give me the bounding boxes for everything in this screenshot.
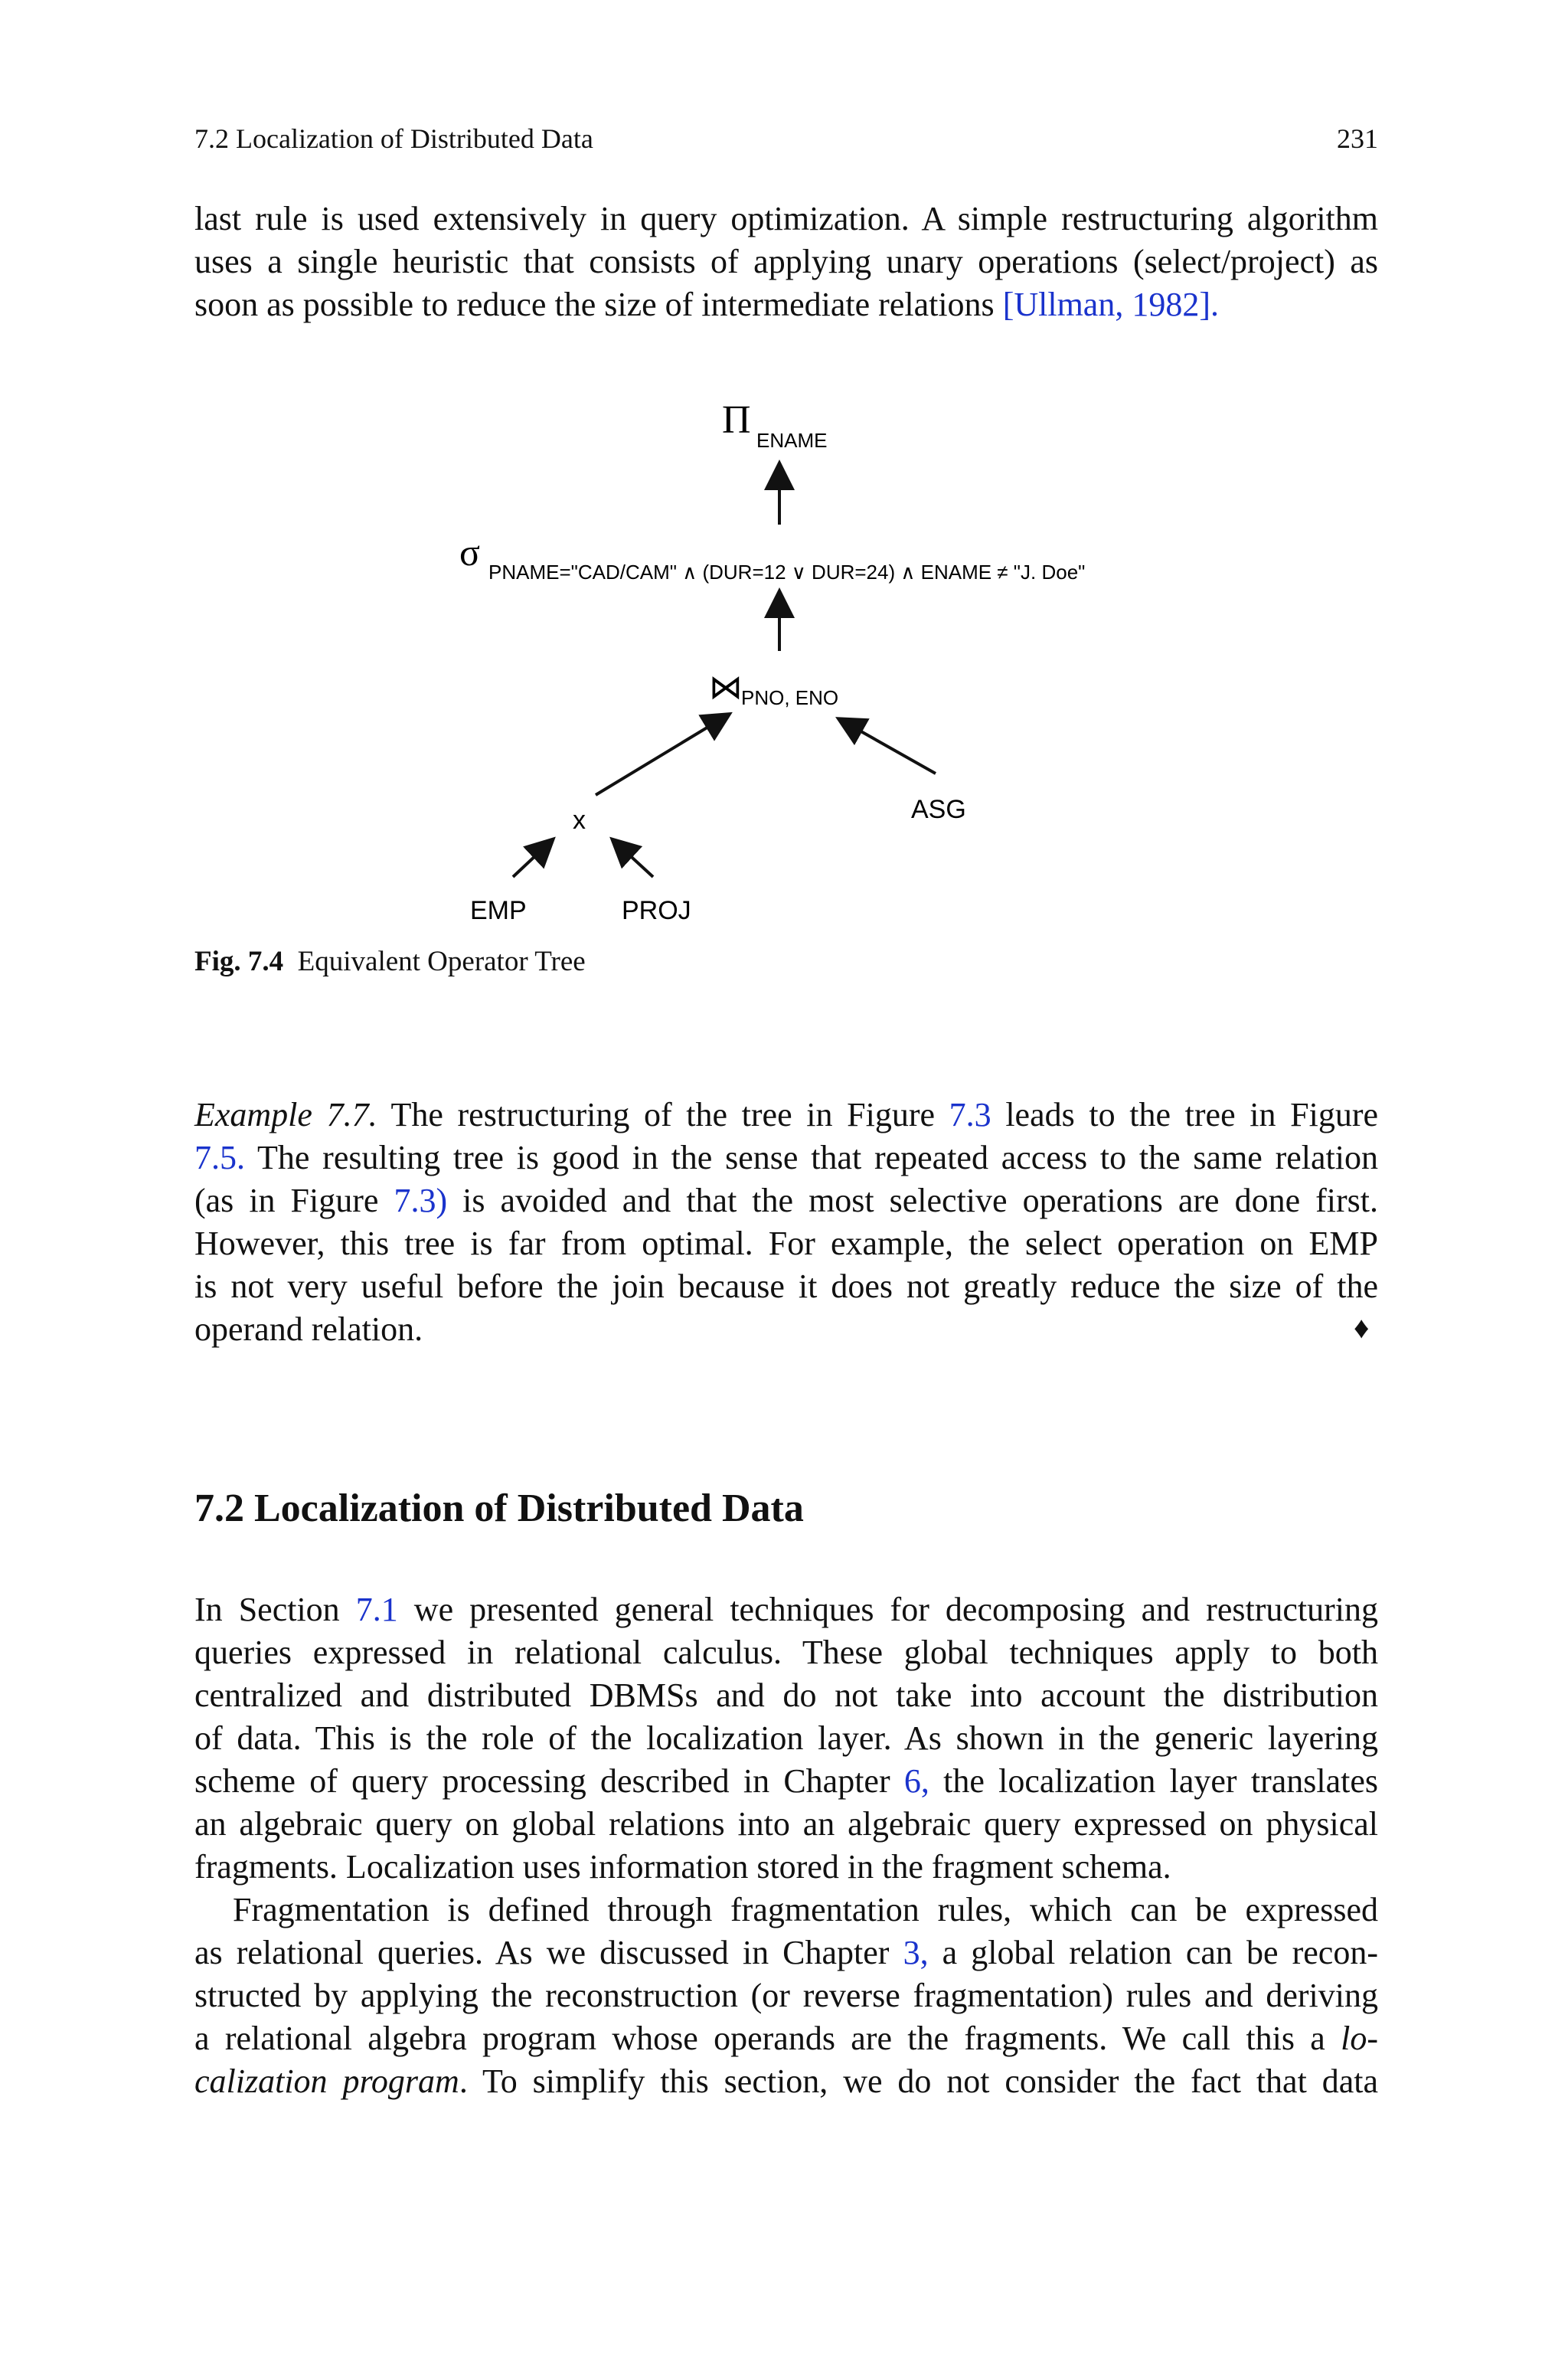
end-of-example-mark: ♦ — [1354, 1310, 1370, 1345]
text-span: scheme of query processing described in Chapter — [194, 1762, 904, 1800]
header-section: 7.2 Localization of Distributed Data — [194, 123, 593, 154]
term-italic: calization program — [194, 2062, 459, 2100]
section-heading: 7.2 Localization of Distributed Data — [194, 1487, 804, 1530]
text-line: of data. This is the role of the localization layer. As shown in the generic layering — [194, 1719, 1378, 1757]
paragraph-intro — [194, 198, 1378, 326]
example-label: Example 7.7. — [194, 1096, 377, 1133]
running-header — [194, 123, 1378, 162]
text-span: the localization layer translates — [929, 1762, 1379, 1800]
projection-attribute: ENAME — [756, 429, 828, 452]
selection-predicate: PNAME="CAD/CAM" ∧ (DUR=12 ∨ DUR=24) ∧ ENAME ≠ "J. Doe" — [488, 561, 1086, 584]
page-number: 231 — [1337, 123, 1378, 154]
text-line — [194, 283, 1378, 326]
text-line: However, this tree is far from optimal. For example, the select operation on EMP — [194, 1225, 1378, 1262]
text-line: fragments. Localization uses information stored in the fragment schema. — [194, 1848, 1171, 1886]
section-ref-link[interactable]: 7.1 — [355, 1591, 398, 1628]
text-line: centralized and distributed DBMSs and do not take into account the distribution — [194, 1676, 1378, 1714]
text-line: uses a single heuristic that consists of applying unary operations (select/project) as — [194, 243, 1378, 280]
text-span: we presented general techniques for decomposing and restructuring — [397, 1591, 1378, 1628]
figure-ref-link[interactable]: 7.3) — [394, 1182, 448, 1219]
text-line — [194, 1760, 1378, 1803]
citation-link[interactable]: [Ullman, 1982]. — [1002, 286, 1219, 323]
relation-proj: PROJ — [622, 896, 691, 925]
text-span: (as in Figure — [194, 1182, 394, 1219]
text-span: a global relation can be recon- — [928, 1934, 1378, 1971]
example-paragraph — [194, 1094, 1378, 1351]
text-line: is not very useful before the join because it does not greatly reduce the size of the — [194, 1268, 1378, 1305]
term-italic: lo- — [1341, 2020, 1378, 2057]
figure-ref-link[interactable]: 7.3 — [949, 1096, 991, 1133]
chapter-ref-link[interactable]: 3, — [903, 1934, 929, 1971]
text-line — [194, 1179, 1378, 1222]
text-span: . To simplify this section, we do not consider the fact that data — [459, 2062, 1378, 2100]
join-attributes: PNO, ENO — [741, 686, 839, 709]
text-line: structed by applying the reconstruction (or reverse fragmentation) rules and deriving — [194, 1977, 1378, 2014]
paragraph-localization — [194, 1588, 1378, 1889]
text-span: as relational queries. As we discussed in Chapter — [194, 1934, 903, 1971]
text-line: last rule is used extensively in query optimization. A simple restructuring algorithm — [194, 200, 1378, 237]
projection-symbol: Π — [722, 398, 751, 442]
text-span: soon as possible to reduce the size of intermediate relations — [194, 286, 1003, 323]
text-line — [194, 1137, 1378, 1179]
figure-caption — [194, 945, 586, 978]
relation-emp: EMP — [470, 896, 527, 925]
text-line — [194, 2060, 1378, 2103]
figure-label: Fig. 7.4 — [194, 946, 284, 977]
text-line — [194, 1094, 1378, 1137]
selection-symbol: σ — [459, 531, 480, 574]
text-line — [194, 2017, 1378, 2060]
text-span: leads to the tree in Figure — [991, 1096, 1379, 1133]
text-line — [194, 1932, 1378, 1974]
chapter-ref-link[interactable]: 6, — [903, 1762, 929, 1800]
figure-caption-text: Equivalent Operator Tree — [297, 946, 586, 977]
text-span: a relational algebra program whose operands are the fragments. We call this a — [194, 2020, 1341, 2057]
text-line: operand relation. — [194, 1310, 423, 1348]
text-span: is avoided and that the most selective operations are done first. — [447, 1182, 1379, 1219]
figure-ref-link[interactable]: 7.5. — [194, 1139, 245, 1176]
product-symbol: x — [573, 806, 586, 835]
text-line — [194, 1588, 1378, 1631]
text-span: The restructuring of the tree in Figure — [377, 1096, 949, 1133]
edge-emp-to-product — [513, 841, 551, 877]
paragraph-fragmentation — [194, 1889, 1378, 2103]
text-line: an algebraic query on global relations into an algebraic query expressed on physical — [194, 1805, 1378, 1843]
text-line: queries expressed in relational calculus. These global techniques apply to both — [194, 1634, 1378, 1671]
text-span: In Section — [194, 1591, 356, 1628]
edge-product-to-join — [596, 715, 727, 795]
text-span: The resulting tree is good in the sense that repeated access to the same relation — [245, 1139, 1378, 1176]
join-symbol: ⋈ — [709, 669, 743, 706]
text-line: Fragmentation is defined through fragmentation rules, which can be expressed — [233, 1891, 1378, 1928]
edge-proj-to-product — [614, 841, 653, 877]
operator-tree-figure — [429, 383, 1164, 934]
relation-asg: ASG — [911, 795, 966, 824]
edge-asg-to-join — [841, 720, 936, 774]
